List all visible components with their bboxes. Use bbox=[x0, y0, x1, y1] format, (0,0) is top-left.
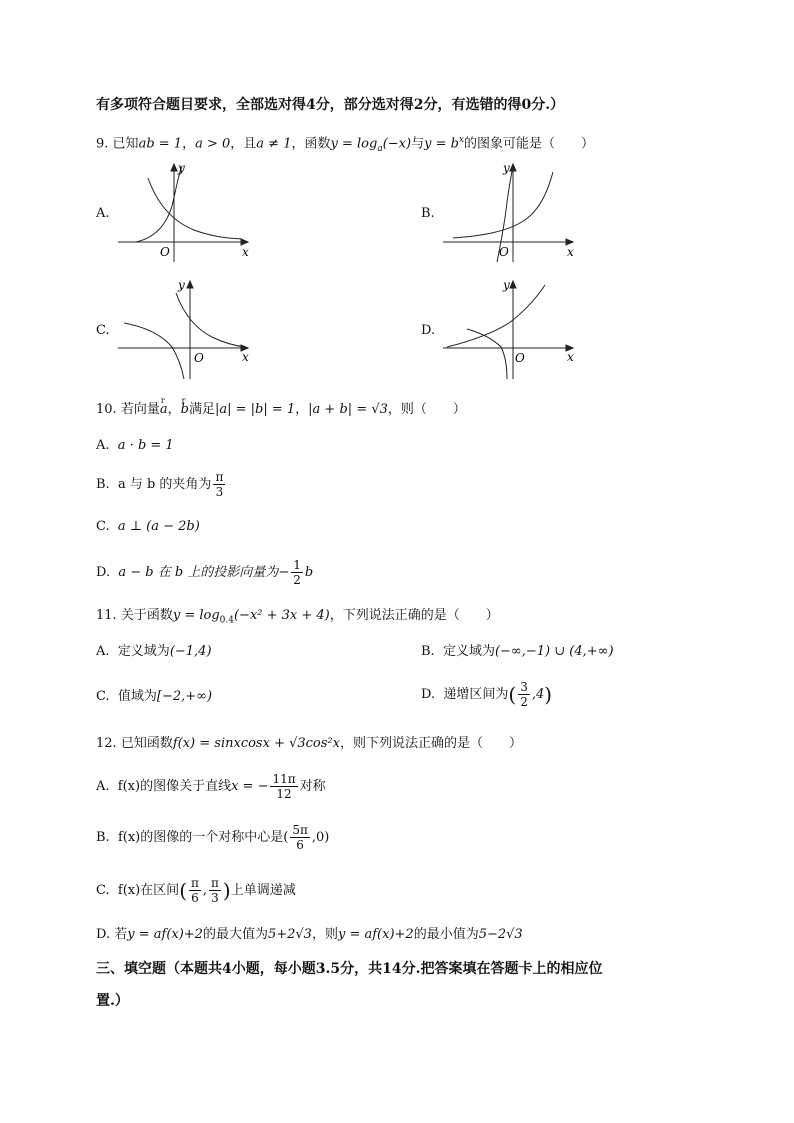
origin-label: O bbox=[515, 351, 525, 365]
q10-option-b: B. a 与 b 的夹角为 $\frac{\pi}{3}$ bbox=[96, 470, 224, 499]
q11-option-c: C. 值域为[−2,+∞) bbox=[96, 689, 213, 704]
y-arrow bbox=[187, 281, 193, 288]
q10-option-c: C. a ⊥ (a − 2b) bbox=[96, 519, 200, 534]
option-d-label: D. bbox=[421, 323, 436, 338]
graph-option-c bbox=[116, 275, 256, 383]
question-number: 9. bbox=[96, 136, 109, 152]
question-11-stem: 11. 关于函数$y = \log_{0.4}(-x^2 + 3x + 4)$，下列说法正确的是（ ） bbox=[96, 608, 499, 626]
q11-option-a: A. 定义域为(−1,4) bbox=[96, 644, 212, 659]
question-10-stem: 10. 若向量r a，r b满足|a| = |b| = 1，|a + b| = √3，则（ ） bbox=[96, 401, 466, 419]
y-label: y bbox=[503, 161, 510, 175]
curve-exponential bbox=[176, 293, 246, 347]
x-label: x bbox=[567, 350, 574, 364]
q12-option-c: C. f(x)在区间( $\frac{\pi}{6}$ , $\frac{\pi}{3}$ )上单调递减 bbox=[96, 876, 296, 905]
q10-option-d: D. a − b 在 b 上的投影向量为− $\frac{1}{2}$ b bbox=[96, 558, 314, 587]
q11-option-b: B. 定义域为(−∞,−1) ∪ (4,+∞) bbox=[421, 644, 614, 659]
curve-log bbox=[467, 329, 507, 379]
y-label: y bbox=[178, 161, 185, 175]
q12-option-b: B. f(x)的图像的一个对称中心是( $\frac{5\pi}{6}$ ,0) bbox=[96, 823, 330, 852]
curve-log bbox=[124, 323, 184, 379]
option-b-label: B. bbox=[421, 206, 435, 221]
y-arrow bbox=[510, 281, 516, 288]
graph-option-b bbox=[441, 158, 581, 266]
curve-exponential bbox=[148, 178, 242, 239]
option-a-label: A. bbox=[96, 206, 110, 221]
section-3-heading: 三、填空题（本题共4小题，每小题3.5分，共14分.把答案填在答题卡上的相应位 bbox=[96, 961, 603, 977]
section-3-heading-cont: 置.） bbox=[96, 993, 129, 1009]
origin-label: O bbox=[499, 245, 509, 259]
y-arrow bbox=[171, 164, 177, 171]
origin-label: O bbox=[194, 351, 204, 365]
y-label: y bbox=[178, 278, 185, 292]
curve-exponential bbox=[447, 285, 545, 347]
question-12-stem: 12. 已知函数f(x) = sinxcosx + √3cos²x，则下列说法正确的是（ ） bbox=[96, 736, 522, 751]
section-instruction: 有多项符合题目要求，全部选对得4分，部分选对得2分，有选错的得0分.） bbox=[96, 97, 565, 113]
x-label: x bbox=[567, 245, 574, 259]
x-label: x bbox=[242, 350, 249, 364]
question-9-stem: 9. 已知ab = 1，a > 0，且a ≠ 1，函数$y = \log_a(-x)$与$y = b^x$的图象可能是（ ） bbox=[96, 135, 595, 154]
q12-option-a: A. f(x)的图像关于直线x = − $\frac{11\pi}{12}$ 对称 bbox=[96, 772, 326, 801]
q12-option-d: D. 若y = af(x)+2的最大值为5+2√3，则y = af(x)+2的最小值为5−2√3 bbox=[96, 927, 523, 942]
graph-option-d bbox=[441, 275, 581, 383]
q11-option-d: D. 递增区间为( $\frac{3}{2}$ ,4) bbox=[421, 680, 553, 709]
graph-option-a bbox=[116, 158, 256, 266]
curve-log bbox=[136, 166, 182, 242]
q10-option-a: A. a · b = 1 bbox=[96, 438, 174, 453]
x-label: x bbox=[242, 245, 249, 259]
origin-label: O bbox=[160, 245, 170, 259]
option-c-label: C. bbox=[96, 323, 110, 338]
y-label: y bbox=[503, 278, 510, 292]
